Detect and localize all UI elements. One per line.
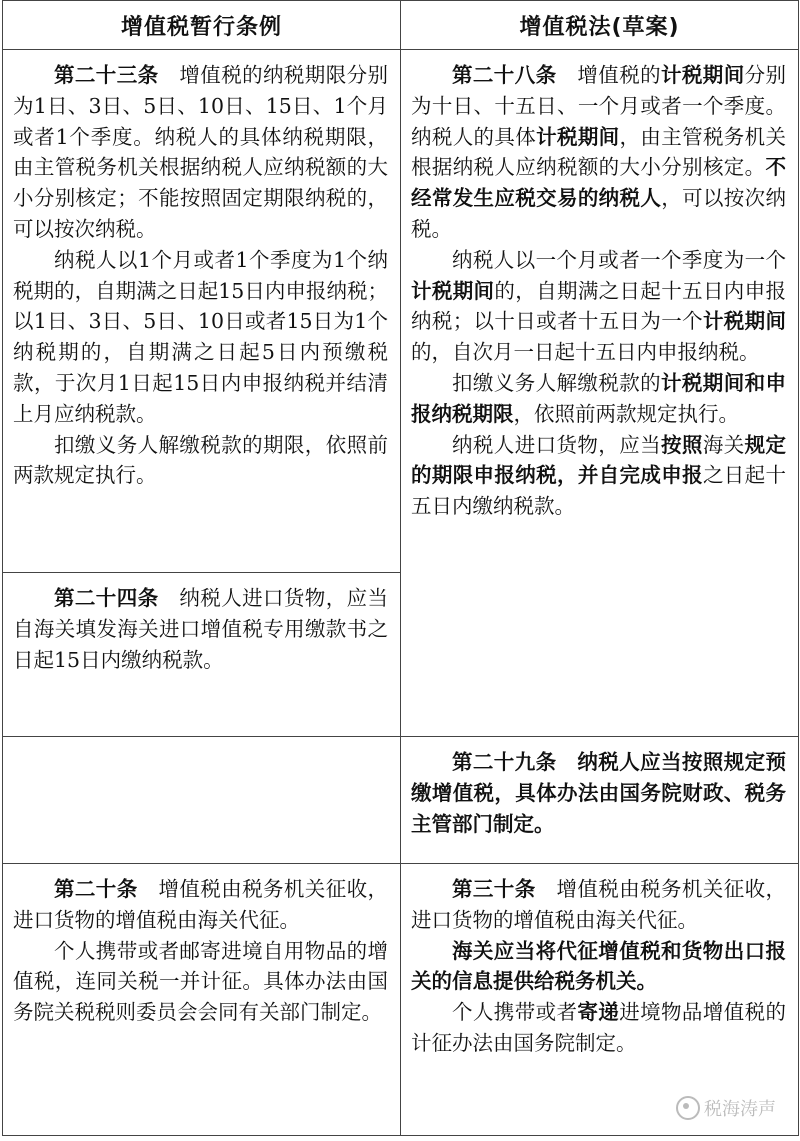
- body-text: 增值税的: [556, 63, 661, 87]
- emphasis-text: 纳税人应当按照规定预缴增值税，具体办法由国务院财政、税务主管部门制定。: [411, 750, 787, 836]
- body-text: 之日起十五日内缴纳税款。: [411, 463, 787, 519]
- body-text: 纳税人以1个月或者1个季度为1个纳税期的，自期满之日起15日内申报纳税；以1日、3日、5日、10日或者15日为1个纳税期的，自期满之日起5日内预缴税款，于次月1日起15日内申报纳税并结清上月应纳税款。: [13, 247, 388, 426]
- paragraph: [13, 583, 388, 675]
- body-text: 纳税人以一个月或者一个季度为一个: [452, 247, 786, 272]
- paragraph: [411, 60, 786, 245]
- body-text: 海关: [702, 432, 745, 457]
- body-text: 纳税人进口货物，应当自海关填发海关进口增值税专用缴款书之日起15日内缴纳税款。: [13, 586, 388, 672]
- table-row: [3, 737, 799, 864]
- article-number: 第二十条: [54, 877, 138, 901]
- wechat-icon: [676, 1096, 700, 1120]
- paragraph: [411, 997, 786, 1059]
- emphasis-text: 计税期间: [702, 309, 787, 334]
- paragraph: [411, 747, 786, 839]
- emphasis-text: 寄递: [577, 1000, 620, 1025]
- body-text: 增值税由税务机关征收，进口货物的增值税由海关代征。: [411, 877, 787, 932]
- body-text: 个人携带或者邮寄进境自用物品的增值税，连同关税一并计征。具体办法由国务院关税税则委员会会同有关部门制定。: [13, 938, 388, 1025]
- body-text: 的，自期满之日起十五日内申报纳税；以十日或者十五日为一个: [411, 278, 787, 334]
- paragraph: [411, 874, 786, 936]
- emphasis-text: 不经常发生应税交易的纳税人: [411, 155, 786, 211]
- body-text: 纳税人进口货物，应当: [452, 432, 661, 457]
- paragraph: [13, 936, 388, 1028]
- body-text: ，依照前两款规定执行。: [513, 401, 739, 426]
- article-number: 第二十九条: [452, 750, 557, 774]
- paragraph: [411, 368, 786, 430]
- emphasis-text: 按照: [661, 432, 703, 457]
- article-number: 第三十条: [452, 877, 536, 901]
- article-number: 第二十四条: [54, 586, 159, 610]
- article-number: 第二十八条: [452, 63, 557, 87]
- header-row: [3, 1, 799, 50]
- body-text: ，由主管税务机关根据纳税人应纳税额的大小分别核定。: [411, 124, 787, 180]
- emphasis-text: 计税期间: [536, 124, 620, 149]
- body-text: [557, 750, 578, 774]
- emphasis-text: 海关应当将代征增值税和货物出口报关的信息提供给税务机关。: [411, 938, 786, 994]
- paragraph: [411, 245, 786, 368]
- body-text: 增值税的纳税期限分别为1日、3日、5日、10日、15日、1个月或者1个季度。纳税人的具体纳税期限，由主管税务机关根据纳税人应纳税额的大小分别核定；不能按照固定期限纳税的，可以按次纳税。: [13, 63, 388, 241]
- left-column-title: 增值税暂行条例: [3, 1, 401, 50]
- right-column-title: 增值税法(草案): [401, 1, 799, 50]
- emphasis-text: 计税期间: [411, 278, 495, 303]
- body-text: ，可以按次纳税。: [411, 186, 787, 241]
- left-cell-empty: [3, 737, 401, 864]
- paragraph: [411, 430, 786, 522]
- left-cell-article-23: [3, 50, 401, 573]
- emphasis-text: 规定的期限申报纳税，并自完成申报: [411, 432, 787, 488]
- right-cell-article-29: [401, 737, 799, 864]
- paragraph: [13, 430, 388, 492]
- left-cell-article-20: [3, 864, 401, 1136]
- watermark-text: 税海涛声: [704, 1099, 776, 1120]
- emphasis-text: 计税期间和申报纳税期限: [411, 370, 786, 426]
- paragraph: [411, 936, 786, 998]
- article-number: 第二十三条: [54, 63, 159, 87]
- left-cell-article-24: [3, 573, 401, 737]
- body-text: 扣缴义务人解缴税款的期限，依照前两款规定执行。: [13, 432, 388, 488]
- body-text: 扣缴义务人解缴税款的: [452, 370, 661, 395]
- body-text: 的，自次月一日起十五日内申报纳税。: [411, 340, 760, 365]
- paragraph: [13, 874, 388, 936]
- watermark: [676, 1095, 776, 1121]
- right-cell-article-28: [401, 50, 799, 737]
- paragraph: [13, 60, 388, 245]
- body-text: 增值税由税务机关征收，进口货物的增值税由海关代征。: [13, 877, 389, 932]
- paragraph: [13, 245, 388, 430]
- body-text: 个人携带或者: [452, 1000, 578, 1025]
- emphasis-text: 计税期间: [661, 63, 745, 87]
- comparison-table: [2, 0, 799, 1136]
- body-text: 进境物品增值税的计征办法由国务院制定。: [411, 1000, 787, 1055]
- table-row: [3, 50, 799, 573]
- body-text: 分别为十日、十五日、一个月或者一个季度。纳税人的具体: [411, 63, 787, 149]
